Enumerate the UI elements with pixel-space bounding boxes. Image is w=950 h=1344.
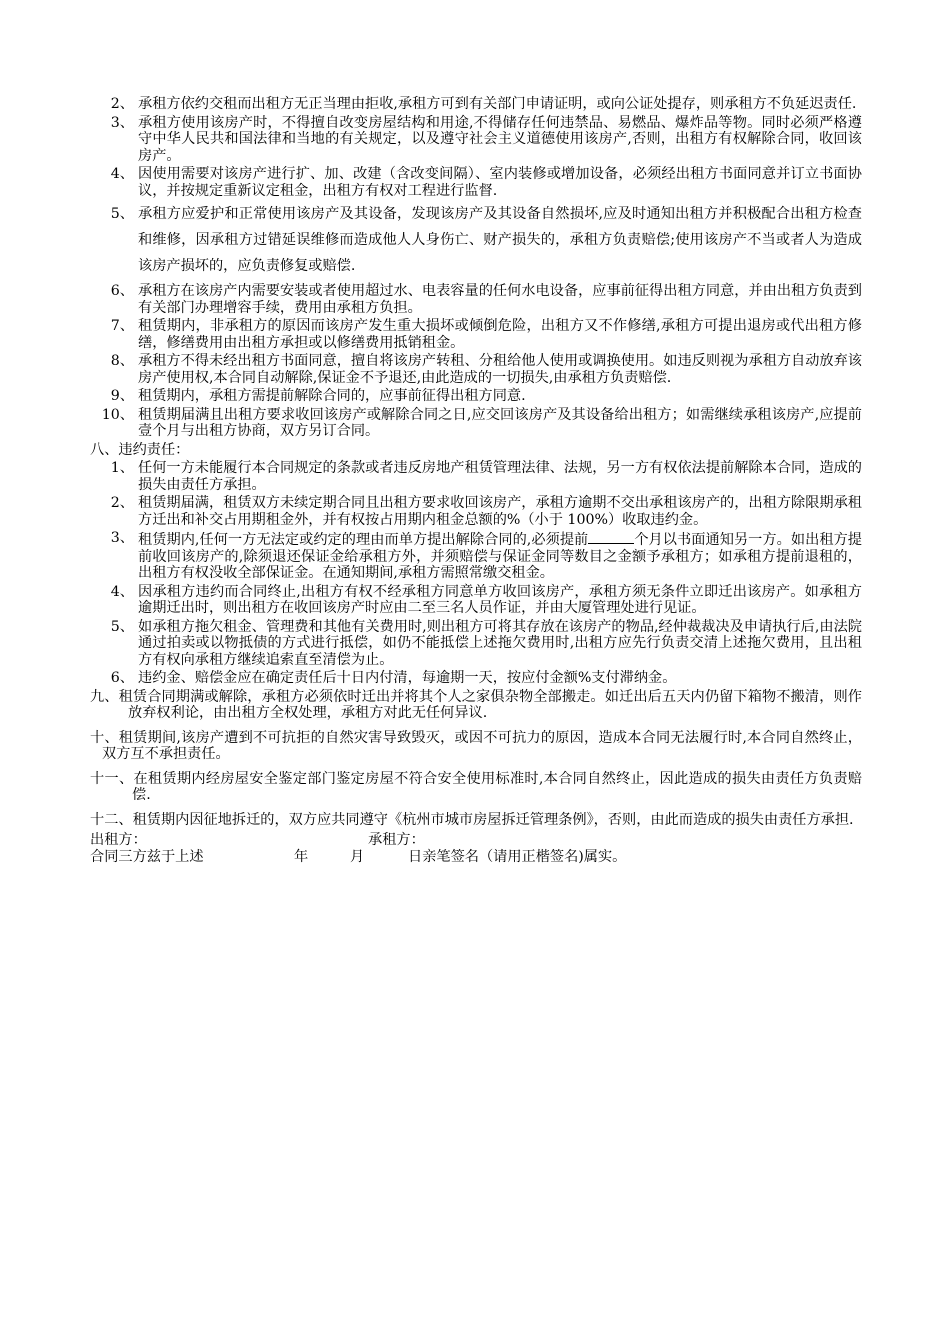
lessor-signature-label: 出租方： xyxy=(90,832,147,848)
clause-number: 1、 xyxy=(110,460,134,476)
closing-part2: 日亲笔签名（请用正楷签名)属实。 xyxy=(408,849,627,865)
clause-text: 承租方使用该房产时，不得擅自改变房屋结构和用途,不得储存任何违禁品、易燃品、爆炸品等物。同时必须严格遵守中华人民共和国法律和当地的有关规定，以及遵守社会主义道德使用该房产,否则，出租方有权解除合同，收回该房产。 xyxy=(138,114,862,164)
clause-number: 2、 xyxy=(110,495,134,511)
section7-clause xyxy=(90,201,862,279)
signature-line xyxy=(90,832,862,849)
clause-text: 因使用需要对该房产进行扩、加、改建（含改变间隔）、室内装修或增加设备，必须经出租方书面同意并订立书面协议，并按规定重新议定租金，出租方有权对工程进行监督. xyxy=(138,166,862,199)
clause-text: 租赁期届满且出租方要求收回该房产或解除合同之日,应交回该房产及其设备给出租方；如需继续承租该房产,应提前壹个月与出租方协商，双方另订合同。 xyxy=(138,406,862,439)
section-11 xyxy=(90,771,862,804)
clause-text xyxy=(138,530,862,582)
section7-clause xyxy=(90,166,862,199)
clause-number: 4、 xyxy=(110,166,134,182)
clause-text: 因承租方违约而合同终止,出租方有权不经承租方同意单方收回该房产，承租方须无条件立即迁出该房产。如承租方逾期迁出时，则出租方在收回该房产时应由二至三名人员作证，并由大厦管理处进行见证。 xyxy=(138,583,862,616)
clause-number: 8、 xyxy=(110,353,134,369)
section7-clause xyxy=(90,283,862,316)
clause-text: 如承租方拖欠租金、管理费和其他有关费用时,则出租方可将其存放在该房产的物品,经仲裁裁决及申请执行后,由法院通过拍卖或以物抵债的方式进行抵偿，如仍不能抵偿上述拖欠费用时,出租方应先行负责交清上述拖欠费用，且出租方有权向承租方继续追索直至清偿为止。 xyxy=(138,618,862,668)
closing-month: 月 xyxy=(350,849,365,865)
section-8-heading: 八、违约责任： xyxy=(90,441,190,458)
clause-number: 5、 xyxy=(110,206,134,222)
clause-number: 6、 xyxy=(110,670,134,686)
section-12-text: 十二、租赁期内因征地拆迁的，双方应共同遵守《杭州市城市房屋拆迁管理条例》，否则，由此而造成的损失由责任方承担. xyxy=(90,811,854,828)
blank-field xyxy=(588,530,634,544)
contract-page xyxy=(90,96,862,866)
lessee-signature-label: 承租方： xyxy=(368,832,425,848)
clause-number: 7、 xyxy=(110,318,134,334)
clause-list-7 xyxy=(90,96,862,440)
clause-text: 租赁期内，非承租方的原因而该房产发生重大损坏或倾倒危险，出租方又不作修缮,承租方可提出退房或代出租方修缮，修缮费用由出租方承担或以修缮费用抵销租金。 xyxy=(138,318,862,351)
clause-text: 租赁期届满，租赁双方未续定期合同且出租方要求收回该房产，承租方逾期不交出承租该房产的，出租方除限期承租方迁出和补交占用期租金外，并有权按占用期内租金总额的%（小于 100%）收取违约金。 xyxy=(138,495,862,528)
clause-text: 承租方依约交租而出租方无正当理由拒收,承租方可到有关部门申请证明，或向公证处提存，则承租方不负延迟责任. xyxy=(138,96,857,112)
clause-number: 5、 xyxy=(110,618,134,635)
clause-number: 3、 xyxy=(110,530,134,546)
closing-part1: 合同三方兹于上述 xyxy=(90,849,204,865)
section7-clause xyxy=(90,353,862,386)
section7-clause xyxy=(90,115,862,165)
closing-statement xyxy=(90,849,862,866)
section-12 xyxy=(90,812,862,829)
clause-number: 10、 xyxy=(101,406,134,423)
clause-number: 4、 xyxy=(110,583,134,600)
clause-text: 承租方应爱护和正常使用该房产及其设备，发现该房产及其设备自然损坏,应及时通知出租方并积极配合出租方检查和维修，因承租方过错延误维修而造成他人人身伤亡、财产损失的，承租方负责赔偿;使用该房产不当或者人为造成该房产损坏的，应负责修复或赔偿. xyxy=(138,206,862,274)
section8-clause xyxy=(90,584,862,617)
section8-clause xyxy=(90,670,862,687)
clause-list-8 xyxy=(90,460,862,687)
section-9 xyxy=(90,689,862,722)
section7-clause xyxy=(90,318,862,351)
section-10-text: 十、租赁期间,该房产遭到不可抗拒的自然灾害导致毁灭，或因不可抗力的原因，造成本合同无法履行时,本合同自然终止，双方互不承担责任。 xyxy=(90,729,862,762)
section8-clause xyxy=(90,495,862,528)
clause-number: 3、 xyxy=(110,114,134,131)
section-11-text: 十一、在租赁期内经房屋安全鉴定部门鉴定房屋不符合安全使用标准时,本合同自然终止，因此造成的损失由责任方负责赔偿. xyxy=(90,770,862,803)
clause-text: 租赁期内，承租方需提前解除合同的，应事前征得出租方同意. xyxy=(138,388,526,404)
section-8-title xyxy=(90,442,862,459)
section8-clause xyxy=(90,619,862,669)
clause-text: 任何一方未能履行本合同规定的条款或者违反房地产租赁管理法律、法规，另一方有权依法提前解除本合同，造成的损失由责任方承担。 xyxy=(138,460,862,493)
clause-number: 9、 xyxy=(110,388,134,404)
section7-clause xyxy=(90,407,862,440)
section-10 xyxy=(90,730,862,763)
clause-text: 承租方不得未经出租方书面同意，擅自将该房产转租、分租给他人使用或调换使用。如违反则视为承租方自动放弃该房产使用权,本合同自动解除,保证金不予退还,由此造成的一切损失,由承租方负责赔偿. xyxy=(138,353,862,386)
clause-number: 6、 xyxy=(110,283,134,299)
section7-clause xyxy=(90,388,862,405)
clause-number: 2、 xyxy=(110,96,134,112)
section7-clause xyxy=(90,96,862,113)
closing-year: 年 xyxy=(294,849,309,865)
clause-text: 违约金、赔偿金应在确定责任后十日内付清，每逾期一天，按应付金额%支付滞纳金。 xyxy=(138,670,677,686)
section8-clause xyxy=(90,530,862,582)
clause-text-after: 个月以书面通知另一方。如出租方提前收回该房产的,除须退还保证金给承租方外，并须赔偿与保证金同等数目之金额予承租方；如承租方提前退租的，出租方有权没收全部保证金。在通知期间,承租方需照常缴交租金。 xyxy=(138,532,862,581)
section8-clause xyxy=(90,460,862,493)
section-9-text: 九、租赁合同期满或解除，承租方必须依时迁出并将其个人之家俱杂物全部搬走。如迁出后五天内仍留下箱物不搬清，则作放弃权利论，由出租方全权处理，承租方对此无任何异议. xyxy=(90,688,862,721)
clause-text-before: 租赁期内,任何一方无法定或约定的理由而单方提出解除合同的,必须提前 xyxy=(138,532,589,548)
clause-text: 承租方在该房产内需要安装或者使用超过水、电表容量的任何水电设备，应事前征得出租方同意，并由出租方负责到有关部门办理增容手续，费用由承租方负担。 xyxy=(138,283,862,316)
